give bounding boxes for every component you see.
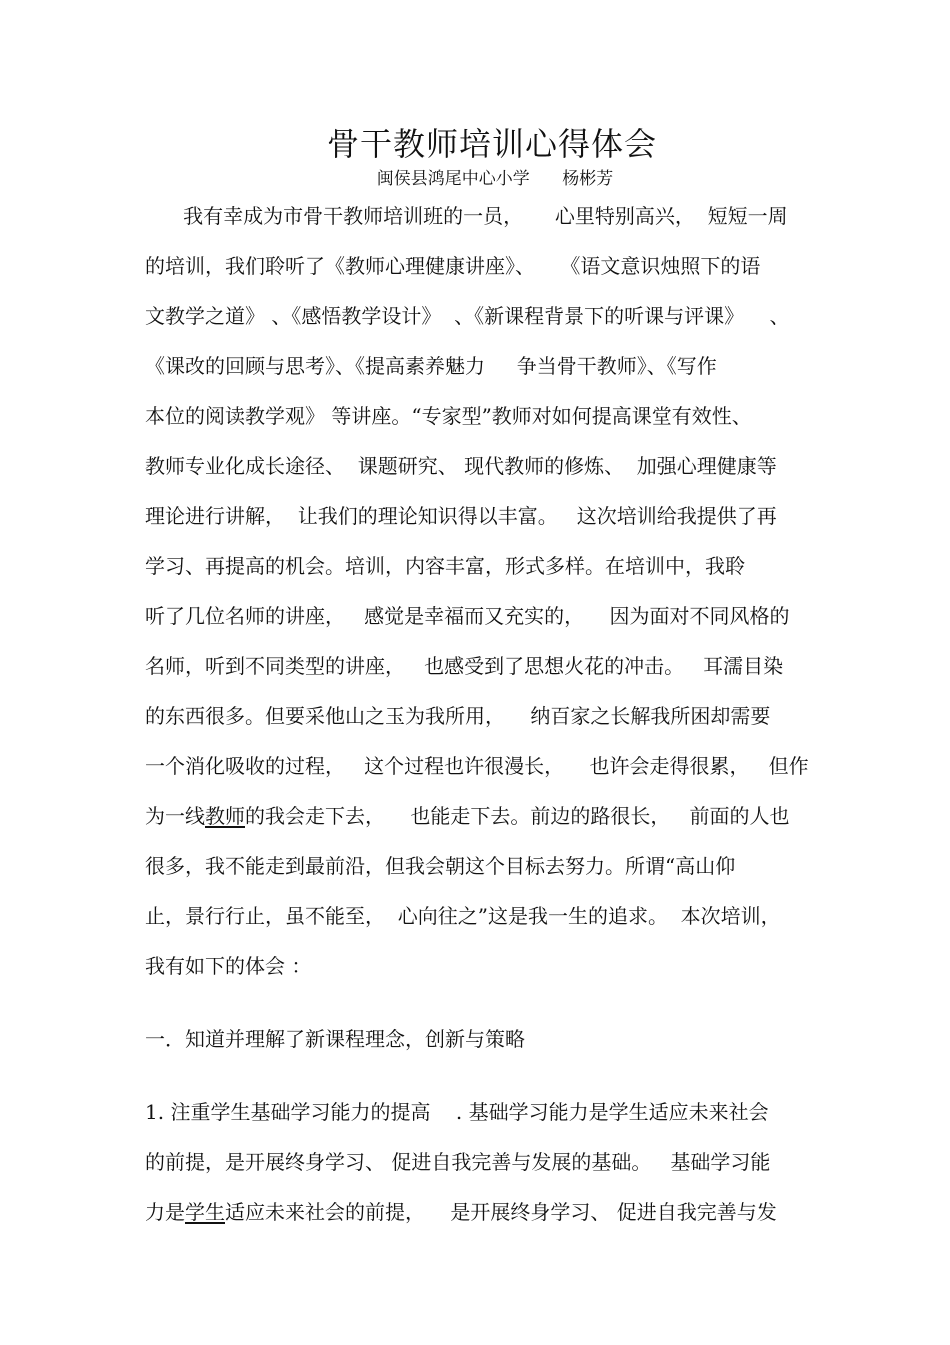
paragraph-line: 的东西很多。但要采他山之玉为我所用， 纳百家之长解我所困却需要 bbox=[145, 704, 771, 728]
paragraph-line: 的培训，我们聆听了《教师心理健康讲座》、 《语文意识烛照下的语 bbox=[145, 254, 761, 278]
paragraph-line: 文教学之道》 、《感悟教学设计》 、《新课程背景下的听课与评课》 、 bbox=[145, 304, 790, 328]
paragraph-line: 止，景行行止，虽不能至， 心向往之”这是我一生的追求。 本次培训， bbox=[145, 904, 781, 928]
paragraph-line bbox=[145, 1197, 810, 1227]
paragraph-line: 《课改的回顾与思考》、《提高素养魅力 争当骨干教师》、《写作 bbox=[145, 354, 717, 378]
paragraph-line: 我有幸成为市骨干教师培训班的一员， 心里特别高兴， 短短一周 bbox=[145, 204, 788, 228]
paragraph-line: 听了几位名师的讲座， 感觉是幸福而又充实的， 因为面对不同风格的 bbox=[145, 604, 790, 628]
paragraph-line: 一个消化吸收的过程， 这个过程也许很漫长， 也许会走得很累， 但作 bbox=[145, 754, 809, 778]
paragraph-line: 学习、再提高的机会。培训，内容丰富，形式多样。在培训中，我聆 bbox=[145, 554, 745, 578]
paragraph-line: 教师专业化成长途径、 课题研究、 现代教师的修炼、 加强心理健康等 bbox=[145, 454, 777, 478]
underlined-word: 学生 bbox=[185, 1200, 225, 1224]
line-text: 适应未来社会的前提， 是开展终身学习、 促进自我完善与发 bbox=[225, 1200, 777, 1224]
document-title: 骨干教师培训心得体会 bbox=[326, 125, 657, 163]
paragraph-line: 的前提，是开展终身学习、 促进自我完善与发展的基础。 基础学习能 bbox=[145, 1150, 771, 1174]
paragraph-line: 很多，我不能走到最前沿，但我会朝这个目标去努力。所谓“高山仰 bbox=[145, 854, 736, 878]
paragraph-line: 我有如下的体会 ： bbox=[145, 954, 312, 978]
line-text: 力是 bbox=[145, 1200, 185, 1224]
paragraph-line: 名师，听到不同类型的讲座， 也感受到了思想火花的冲击。 耳濡目染 bbox=[145, 654, 784, 678]
paragraph-line: 本位的阅读教学观》 等讲座。“专家型”教师对如何提高课堂有效性、 bbox=[145, 404, 752, 428]
line-text: 的我会走下去， 也能走下去。前边的路很长， 前面的人也 bbox=[245, 804, 790, 828]
paragraph-line: 理论进行讲解， 让我们的理论知识得以丰富。 这次培训给我提供了再 bbox=[145, 504, 777, 528]
section-heading: 一．知道并理解了新课程理念，创新与策略 bbox=[145, 1027, 525, 1051]
underlined-word: 教师 bbox=[205, 804, 245, 828]
author-line: 闽侯县鸿尾中心小学 杨彬芳 bbox=[376, 169, 614, 189]
paragraph-line: 1. 注重学生基础学习能力的提高 . 基础学习能力是学生适应未来社会 bbox=[145, 1100, 769, 1124]
paragraph-line bbox=[145, 801, 810, 831]
line-text: 为一线 bbox=[145, 804, 205, 828]
